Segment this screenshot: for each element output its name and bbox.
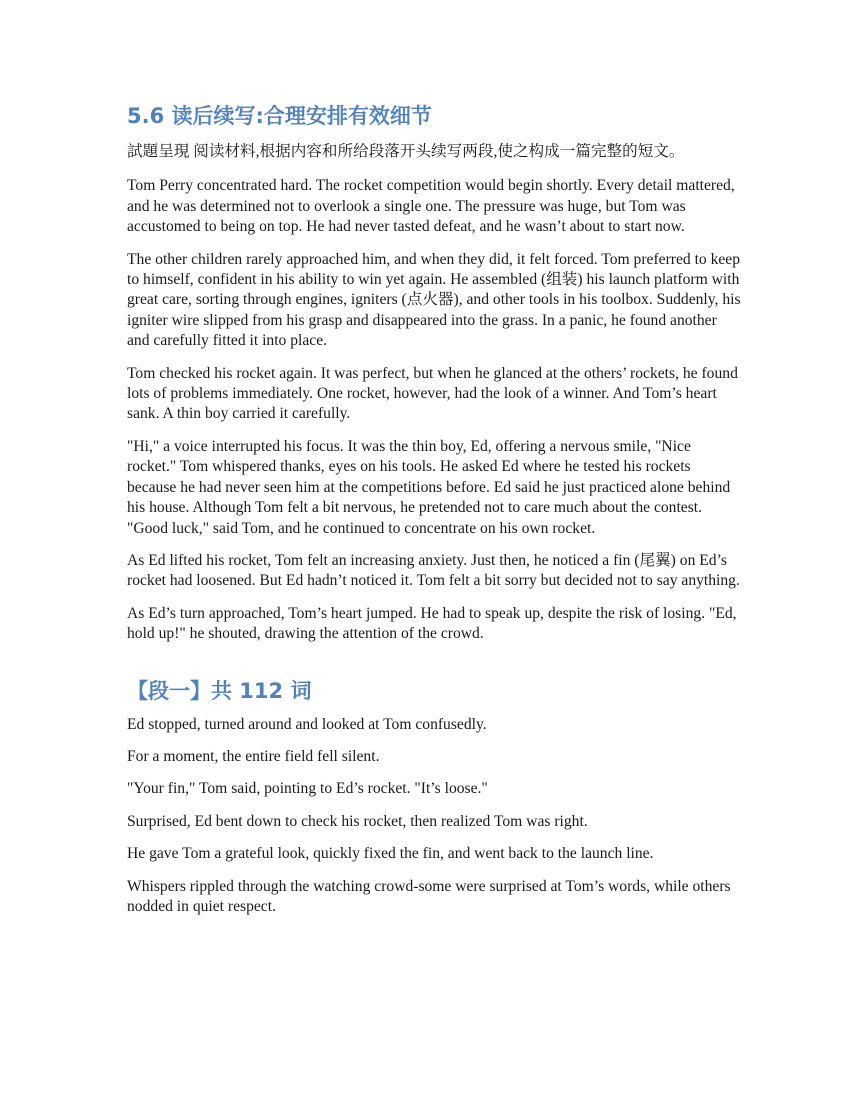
story-paragraph: Tom checked his rocket again. It was perfect, but when he glanced at the others’ rockets, he found lots of problems immediately. One rocket, however, had the look of a winner. And Tom’s heart sank. A thin boy carried it carefully. (127, 364, 738, 423)
section-title: 5.6 读后续写:合理安排有效细节 (127, 104, 432, 128)
answer-text (127, 715, 742, 918)
answer-paragraph: Whispers rippled through the watching crowd-some were surprised at Tom’s words, while others nodded in quiet respect. (127, 877, 731, 915)
answer-paragraph: "Your fin," Tom said, pointing to Ed’s rocket. "It’s loose." (127, 780, 488, 798)
paragraph-one-heading: 【段一】共 112 词 (127, 678, 312, 703)
story-paragraph: The other children rarely approached him, and when they did, it felt forced. Tom preferred to keep to himself, confident in his ability to win yet again. He assembled (组装) his launch platform with great care, sorting through engines, igniters (点火器), and other tools in his toolbox. Suddenly, his igniter wire slipped from his grasp and disappeared into the grass. In a panic, he found another and carefully fitted it into place. (127, 250, 741, 350)
story-paragraph: As Ed lifted his rocket, Tom felt an increasing anxiety. Just then, he noticed a fin (尾翼) on Ed’s rocket had loosened. But Ed hadn’t noticed it. Tom felt a bit sorry but decided not to say anything. (127, 551, 740, 590)
answer-paragraph: For a moment, the entire field fell silent. (127, 747, 380, 765)
answer-paragraph: Surprised, Ed bent down to check his rocket, then realized Tom was right. (127, 812, 588, 830)
story-paragraph: As Ed’s turn approached, Tom’s heart jumped. He had to speak up, despite the risk of losing. "Ed, hold up!" he shouted, drawing the attention of the crowd. (127, 604, 737, 643)
story-text (127, 176, 742, 644)
task-intro: 試題呈現 阅读材料,根据内容和所给段落开头续写两段,使之构成一篇完整的短文。 (127, 143, 685, 160)
story-paragraph: Tom Perry concentrated hard. The rocket competition would begin shortly. Every detail mattered, and he was determined not to overlook a single one. The pressure was huge, but Tom was accustomed to being on top. He had never tasted defeat, and he wasn’t about to start now. (127, 177, 735, 236)
document-page (127, 100, 742, 929)
answer-paragraph: Ed stopped, turned around and looked at Tom confusedly. (127, 715, 487, 733)
story-paragraph: "Hi," a voice interrupted his focus. It was the thin boy, Ed, offering a nervous smile, "Nice rocket." Tom whispered thanks, eyes on his tools. He asked Ed where he tested his rockets because he had never seen him at the competitions before. Ed said he just practiced alone behind his house. Although Tom felt a bit nervous, he pretended not to care much about the contest. "Good luck," said Tom, and he continued to concentrate on his own rocket. (127, 437, 731, 537)
answer-paragraph: He gave Tom a grateful look, quickly fixed the fin, and went back to the launch line. (127, 845, 654, 863)
